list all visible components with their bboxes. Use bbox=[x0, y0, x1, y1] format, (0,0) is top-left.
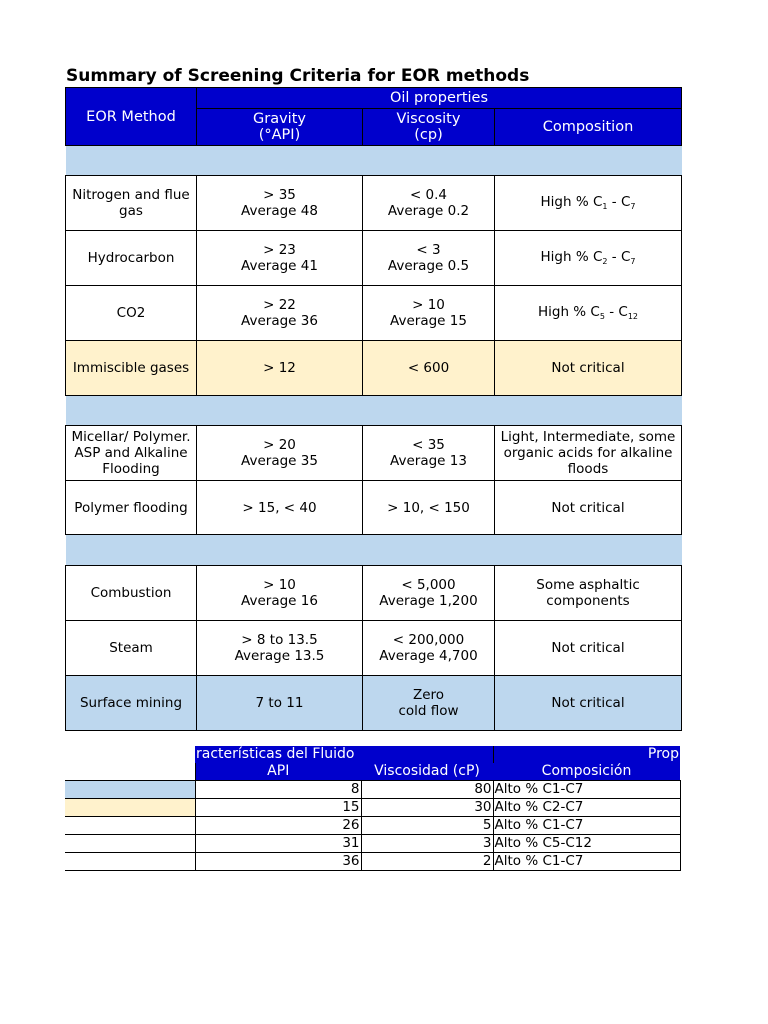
composition-cell: Not critical bbox=[495, 341, 682, 396]
page-title: Summary of Screening Criteria for EOR methods bbox=[66, 66, 530, 86]
composition-cell: Alto % C5-C12 bbox=[493, 835, 680, 853]
method-cell: Combustion bbox=[66, 566, 197, 621]
api-cell: 36 bbox=[195, 853, 361, 871]
section-band bbox=[66, 396, 682, 426]
api-cell: 15 bbox=[195, 799, 361, 817]
composition-mid: - C bbox=[607, 249, 631, 265]
composition-cell: Alto % C1-C7 bbox=[493, 853, 680, 871]
viscosity-cell bbox=[363, 176, 495, 231]
viscosity-cell bbox=[363, 231, 495, 286]
composition-cell bbox=[495, 231, 682, 286]
viscosity-line: Average 0.5 bbox=[387, 258, 470, 274]
header-viscosity bbox=[363, 109, 495, 146]
viscosity-line: < 5,000 bbox=[401, 577, 456, 593]
fluid-characteristics-table bbox=[65, 746, 681, 871]
composition-cell bbox=[495, 566, 682, 621]
section-band bbox=[66, 535, 682, 566]
composition-line: organic acids for alkaline bbox=[503, 445, 673, 461]
composition-sub: 7 bbox=[630, 257, 636, 266]
row-label bbox=[65, 835, 195, 853]
gravity-cell bbox=[197, 621, 363, 676]
table-row bbox=[66, 481, 682, 535]
composition-cell: Alto % C2-C7 bbox=[493, 799, 680, 817]
composition-cell bbox=[495, 286, 682, 341]
viscosity-cell bbox=[363, 566, 495, 621]
viscosity-line: Average 13 bbox=[390, 453, 467, 469]
section-band bbox=[66, 146, 682, 176]
composition-line: Light, Intermediate, some bbox=[500, 429, 676, 445]
row-label bbox=[65, 781, 195, 799]
table-row bbox=[66, 341, 682, 396]
composition-line: Some asphaltic bbox=[536, 577, 640, 593]
table-row bbox=[66, 676, 682, 731]
api-cell: 26 bbox=[195, 817, 361, 835]
gravity-cell: > 12 bbox=[197, 341, 363, 396]
composition-mid: - C bbox=[607, 194, 631, 210]
col-composicion: Composición bbox=[493, 763, 680, 781]
composition-sub: 12 bbox=[627, 312, 639, 321]
table-row bbox=[66, 286, 682, 341]
viscosity-line: cold flow bbox=[398, 703, 459, 719]
viscosity-cell: 80 bbox=[361, 781, 493, 799]
viscosity-cell: 2 bbox=[361, 853, 493, 871]
composition-prefix: High % C bbox=[540, 194, 603, 210]
header-viscosity-line2: (cp) bbox=[414, 127, 443, 143]
viscosity-cell: < 600 bbox=[363, 341, 495, 396]
composition-cell: Not critical bbox=[495, 481, 682, 535]
composition-prefix: High % C bbox=[540, 249, 603, 265]
header-properties: Prop bbox=[493, 746, 680, 763]
composition-cell: Alto % C1-C7 bbox=[493, 781, 680, 799]
viscosity-line: Average 1,200 bbox=[379, 593, 478, 609]
gravity-cell: > 15, < 40 bbox=[197, 481, 363, 535]
viscosity-line: < 0.4 bbox=[409, 187, 448, 203]
viscosity-cell bbox=[363, 426, 495, 481]
table-row bbox=[66, 231, 682, 286]
gravity-line: > 23 bbox=[263, 242, 296, 258]
viscosity-cell bbox=[363, 621, 495, 676]
header-gravity-line2: (°API) bbox=[258, 127, 301, 143]
composition-sub: 7 bbox=[630, 202, 636, 211]
viscosity-line: < 35 bbox=[412, 437, 445, 453]
composition-cell bbox=[495, 426, 682, 481]
api-cell: 8 bbox=[195, 781, 361, 799]
composition-cell: Not critical bbox=[495, 621, 682, 676]
gravity-cell bbox=[197, 426, 363, 481]
gravity-line: Average 16 bbox=[241, 593, 318, 609]
composition-line: components bbox=[546, 593, 630, 609]
header-gravity-line1: Gravity bbox=[253, 111, 306, 127]
viscosity-cell bbox=[363, 676, 495, 731]
header-viscosity-line1: Viscosity bbox=[396, 111, 461, 127]
method-cell: CO2 bbox=[66, 286, 197, 341]
table-row bbox=[65, 817, 680, 835]
table-row bbox=[65, 835, 680, 853]
header-gravity bbox=[197, 109, 363, 146]
method-cell bbox=[66, 176, 197, 231]
gravity-cell bbox=[197, 566, 363, 621]
screening-criteria-table bbox=[65, 87, 682, 731]
composition-mid: - C bbox=[604, 304, 628, 320]
gravity-line: > 10 bbox=[263, 577, 296, 593]
viscosity-line: Average 15 bbox=[390, 313, 467, 329]
composition-sub: 1 bbox=[602, 202, 608, 211]
gravity-line: > 20 bbox=[263, 437, 296, 453]
gravity-cell bbox=[197, 231, 363, 286]
viscosity-line: Average 4,700 bbox=[379, 648, 478, 664]
table-row bbox=[65, 853, 680, 871]
viscosity-line: < 3 bbox=[416, 242, 441, 258]
viscosity-cell: 5 bbox=[361, 817, 493, 835]
viscosity-line: Average 0.2 bbox=[387, 203, 470, 219]
viscosity-cell: 3 bbox=[361, 835, 493, 853]
viscosity-line: > 10 bbox=[412, 297, 445, 313]
method-cell bbox=[66, 426, 197, 481]
composition-cell bbox=[495, 176, 682, 231]
row-label bbox=[65, 853, 195, 871]
method-line: ASP and Alkaline bbox=[74, 445, 188, 461]
gravity-line: > 8 to 13.5 bbox=[241, 632, 318, 648]
header-eor-method: EOR Method bbox=[66, 88, 197, 146]
gravity-line: > 35 bbox=[263, 187, 296, 203]
gravity-line: Average 13.5 bbox=[234, 648, 325, 664]
second-header-row bbox=[65, 746, 680, 763]
gravity-cell bbox=[197, 176, 363, 231]
method-cell: Hydrocarbon bbox=[66, 231, 197, 286]
row-label bbox=[65, 817, 195, 835]
viscosity-cell: > 10, < 150 bbox=[363, 481, 495, 535]
table-row bbox=[66, 426, 682, 481]
gravity-cell bbox=[197, 286, 363, 341]
gravity-line: Average 36 bbox=[241, 313, 318, 329]
col-api: API bbox=[195, 763, 361, 781]
composition-prefix: High % C bbox=[537, 304, 600, 320]
composition-cell: Not critical bbox=[495, 676, 682, 731]
method-cell: Immiscible gases bbox=[66, 341, 197, 396]
header-fluid-characteristics: racterísticas del Fluido bbox=[195, 746, 493, 763]
gravity-line: Average 48 bbox=[241, 203, 318, 219]
composition-line: floods bbox=[567, 461, 609, 477]
gravity-line: > 22 bbox=[263, 297, 296, 313]
method-cell: Surface mining bbox=[66, 676, 197, 731]
method-cell: Polymer flooding bbox=[66, 481, 197, 535]
method-line: Micellar/ Polymer. bbox=[71, 429, 191, 445]
second-subheader-row bbox=[65, 763, 680, 781]
viscosity-cell bbox=[363, 286, 495, 341]
header-oil-properties: Oil properties bbox=[197, 88, 682, 109]
gravity-line: Average 41 bbox=[241, 258, 318, 274]
composition-sub: 2 bbox=[602, 257, 608, 266]
method-line: Nitrogen and flue bbox=[72, 187, 190, 203]
header-composition: Composition bbox=[495, 109, 682, 146]
row-label bbox=[65, 799, 195, 817]
table-row bbox=[65, 781, 680, 799]
composition-sub: 5 bbox=[599, 312, 605, 321]
api-cell: 31 bbox=[195, 835, 361, 853]
method-line: gas bbox=[119, 203, 143, 219]
table-row bbox=[65, 799, 680, 817]
col-viscosidad: Viscosidad (cP) bbox=[361, 763, 493, 781]
composition-cell: Alto % C1-C7 bbox=[493, 817, 680, 835]
viscosity-line: < 200,000 bbox=[392, 632, 465, 648]
viscosity-line: Zero bbox=[412, 687, 445, 703]
viscosity-cell: 30 bbox=[361, 799, 493, 817]
table-row bbox=[66, 566, 682, 621]
method-cell: Steam bbox=[66, 621, 197, 676]
table-row bbox=[66, 176, 682, 231]
table-row bbox=[66, 621, 682, 676]
gravity-cell: 7 to 11 bbox=[197, 676, 363, 731]
gravity-line: Average 35 bbox=[241, 453, 318, 469]
method-line: Flooding bbox=[102, 461, 160, 477]
